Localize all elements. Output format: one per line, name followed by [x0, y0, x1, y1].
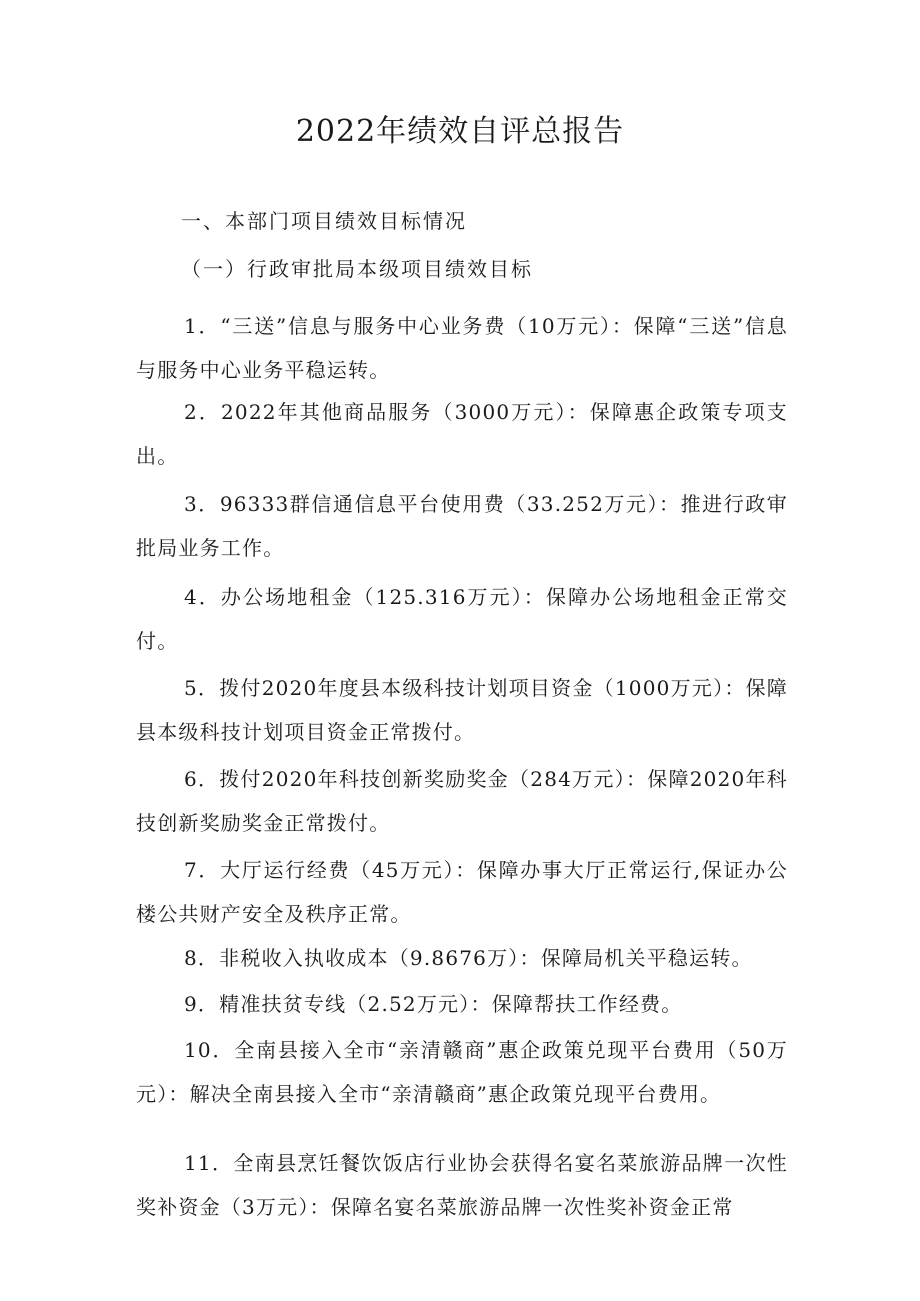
section-heading: 一、本部门项目绩效目标情况	[181, 209, 467, 233]
list-item: 3．96333群信通信息平台使用费（33.252万元）：推进行政审批局业务工作。	[136, 492, 788, 560]
list-item: 6．拨付2020年科技创新奖励奖金（284万元）：保障2020年科技创新奖励奖金正常拨付。	[136, 767, 788, 835]
list-item: 5．拨付2020年度县本级科技计划项目资金（1000万元）：保障县本级科技计划项目资金正常拨付。	[136, 676, 788, 744]
list-item: 8．非税收入执收成本（9.8676万）：保障局机关平稳运转。	[184, 946, 753, 970]
subsection-heading: （一）行政审批局本级项目绩效目标	[181, 257, 533, 281]
page-title: 2022年绩效自评总报告	[295, 114, 625, 149]
list-item: 10．全南县接入全市“亲清赣商”惠企政策兑现平台费用（50万元）：解决全南县接入全市“亲清赣商”惠企政策兑现平台费用。	[136, 1038, 788, 1106]
list-item: 11．全南县烹饪餐饮饭店行业协会获得名宴名菜旅游品牌一次性奖补资金（3万元）：保障名宴名菜旅游品牌一次性奖补资金正常	[136, 1151, 788, 1219]
list-item: 7．大厅运行经费（45万元）：保障办事大厅正常运行,保证办公楼公共财产安全及秩序正常。	[136, 858, 788, 926]
list-item: 9．精准扶贫专线（2.52万元）：保障帮扶工作经费。	[184, 992, 683, 1016]
list-item: 4．办公场地租金（125.316万元）：保障办公场地租金正常交付。	[136, 585, 788, 653]
list-item: 1．“三送”信息与服务中心业务费（10万元）：保障“三送”信息与服务中心业务平稳运转。	[136, 314, 788, 382]
list-item: 2．2022年其他商品服务（3000万元）：保障惠企政策专项支出。	[136, 400, 788, 468]
